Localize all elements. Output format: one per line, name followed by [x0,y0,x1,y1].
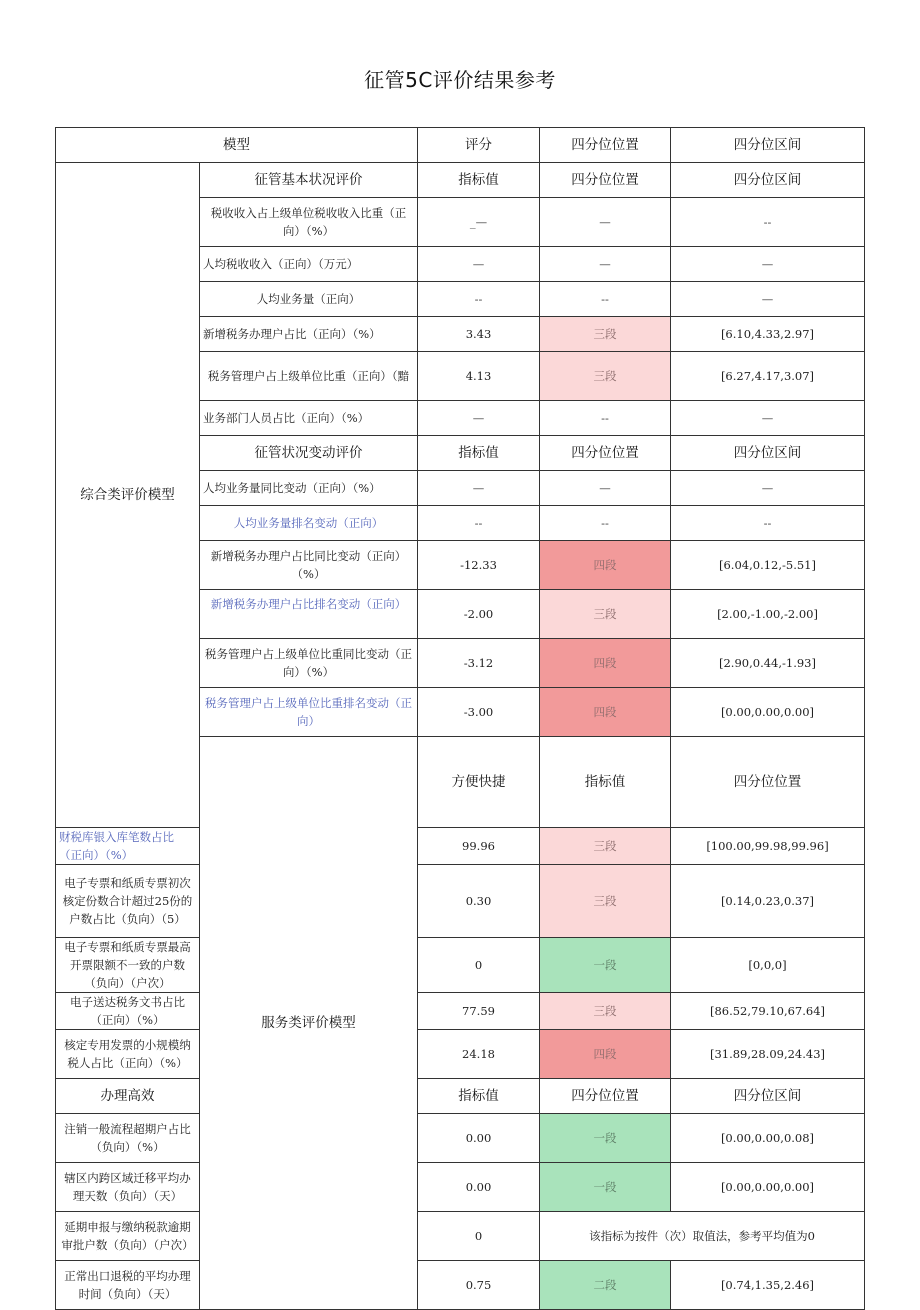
quartile-range: [0.00,0.00,0.00] [671,688,865,737]
indicator-value: — [418,401,540,436]
quartile-range: — [671,401,865,436]
indicator-name: 电子送达税务文书占比（正向）（%） [56,993,200,1030]
table-row [56,865,865,938]
quartile-range: — [671,471,865,506]
quartile-range: [0.00,0.00,0.08] [671,1114,865,1163]
section-pos-header: 四分位位置 [540,1079,671,1114]
indicator-value: -- [418,282,540,317]
indicator-value: -- [418,506,540,541]
indicator-value: -2.00 [418,590,540,639]
quartile-position: 四段 [540,1030,671,1079]
section-range-header: 四分位区间 [671,1079,865,1114]
model-label-comprehensive: 综合类评价模型 [56,163,200,828]
table-header-row [56,128,865,163]
quartile-position: — [540,198,671,247]
indicator-name: 新增税务办理户占比排名变动（正向） [200,590,418,639]
quartile-position: -- [540,401,671,436]
indicator-value: -12.33 [418,541,540,590]
section-range-header: 四分位区间 [671,436,865,471]
indicator-value: 3.43 [418,317,540,352]
section-range-header: 四分位区间 [671,163,865,198]
table-row [56,993,865,1030]
quartile-position: -- [540,282,671,317]
quartile-position: 四段 [540,541,671,590]
indicator-value: -3.00 [418,688,540,737]
indicator-name: 正常出口退税的平均办理时间（负向）（天） [56,1261,200,1310]
quartile-range: [86.52,79.10,67.64] [671,993,865,1030]
table-row [56,1030,865,1079]
quartile-range: — [671,247,865,282]
indicator-name: 辖区内跨区域迁移平均办理天数（负向）（天） [56,1163,200,1212]
table-row [56,938,865,993]
indicator-value: 0.30 [418,865,540,938]
indicator-name: 核定专用发票的小规模纳税人占比（正向）（%） [56,1030,200,1079]
indicator-name: 注销一般流程超期户占比（负向）（%） [56,1114,200,1163]
table-row [56,1114,865,1163]
table-row [56,1212,865,1261]
indicator-value: 24.18 [418,1030,540,1079]
quartile-position: 三段 [540,352,671,401]
section-header-row [56,1079,865,1114]
page-title: 征管5C评价结果参考 [364,68,556,92]
quartile-range: [0.74,1.35,2.46] [671,1261,865,1310]
indicator-name: 人均业务量排名变动（正向） [200,506,418,541]
table-row [56,828,865,865]
section-header-row [56,163,865,198]
quartile-range: [0,0,0] [671,938,865,993]
indicator-name: 人均业务量（正向） [200,282,418,317]
quartile-range: [2.90,0.44,-1.93] [671,639,865,688]
indicator-name: 税务管理户占上级单位比重（正向）（黯 [200,352,418,401]
quartile-position: — [540,247,671,282]
indicator-name: 新增税务办理户占比（正向）（%） [200,317,418,352]
quartile-range: [2.00,-1.00,-2.00] [671,590,865,639]
indicator-name: 业务部门人员占比（正向）（%） [200,401,418,436]
quartile-range: [6.10,4.33,2.97] [671,317,865,352]
table-row [56,1163,865,1212]
indicator-name: 财税库银入库笔数占比（正向）（%） [56,828,200,865]
quartile-position: 三段 [540,828,671,865]
indicator-value: 4.13 [418,352,540,401]
quartile-position: 三段 [540,865,671,938]
quartile-position: 一段 [540,1163,671,1212]
quartile-range: [100.00,99.98,99.96] [671,828,865,865]
quartile-position: 四段 [540,639,671,688]
indicator-name: 延期申报与缴纳税款逾期审批户数（负向）（户次） [56,1212,200,1261]
indicator-value: — [418,471,540,506]
section-value-header: 指标值 [418,436,540,471]
section-value-header: 指标值 [540,737,671,828]
indicator-value: 0 [418,938,540,993]
quartile-range: -- [671,198,865,247]
indicator-name: 电子专票和纸质专票初次核定份数合计超过25份的户数占比（负向）（5） [56,865,200,938]
section-pos-header: 四分位位置 [540,163,671,198]
indicator-value: — [418,247,540,282]
header-model: 模型 [56,128,418,163]
quartile-position: 四段 [540,688,671,737]
quartile-position: — [540,471,671,506]
section-pos-header: 四分位位置 [540,436,671,471]
indicator-value: 99.96 [418,828,540,865]
section-title: 征管状况变动评价 [200,436,418,471]
indicator-name: 人均税收收入（正向）（万元） [200,247,418,282]
indicator-name: 税务管理户占上级单位比重同比变动（正向）（%） [200,639,418,688]
indicator-name: 电子专票和纸质专票最高开票限额不一致的户数（负向）（户次） [56,938,200,993]
evaluation-table [55,127,865,1310]
table-row [56,1261,865,1310]
quartile-position: 一段 [540,938,671,993]
quartile-range: [0.00,0.00,0.00] [671,1163,865,1212]
indicator-name: 新增税务办理户占比同比变动（正向）（%） [200,541,418,590]
quartile-range: [31.89,28.09,24.43] [671,1030,865,1079]
section-value-header: 指标值 [418,1079,540,1114]
indicator-name: 人均业务量同比变动（正向）（%） [200,471,418,506]
quartile-position: 三段 [540,317,671,352]
quartile-position: -- [540,506,671,541]
quartile-range: -- [671,506,865,541]
quartile-range: [6.04,0.12,-5.51] [671,541,865,590]
section-title: 方便快捷 [418,737,540,828]
quartile-position: 三段 [540,993,671,1030]
indicator-note: 该指标为按件（次）取值法，参考平均值为0 [540,1212,865,1261]
quartile-range: — [671,282,865,317]
quartile-position: 二段 [540,1261,671,1310]
indicator-value: 77.59 [418,993,540,1030]
indicator-value: _— [418,198,540,247]
header-quartile-range: 四分位区间 [671,128,865,163]
header-score: 评分 [418,128,540,163]
quartile-position: 一段 [540,1114,671,1163]
quartile-range: [0.14,0.23,0.37] [671,865,865,938]
section-pos-header: 四分位位置 [671,737,865,828]
indicator-name: 税收收入占上级单位税收收入比重（正向）（%） [200,198,418,247]
indicator-value: 0.00 [418,1163,540,1212]
section-title: 征管基本状况评价 [200,163,418,198]
section-value-header: 指标值 [418,163,540,198]
indicator-value: -3.12 [418,639,540,688]
indicator-name: 税务管理户占上级单位比重排名变动（正向） [200,688,418,737]
indicator-value: 0 [418,1212,540,1261]
indicator-value: 0.75 [418,1261,540,1310]
header-quartile-position: 四分位位置 [540,128,671,163]
model-label-service: 服务类评价模型 [200,737,418,1310]
indicator-value: 0.00 [418,1114,540,1163]
quartile-range: [6.27,4.17,3.07] [671,352,865,401]
section-title: 办理高效 [56,1079,200,1114]
quartile-position: 三段 [540,590,671,639]
